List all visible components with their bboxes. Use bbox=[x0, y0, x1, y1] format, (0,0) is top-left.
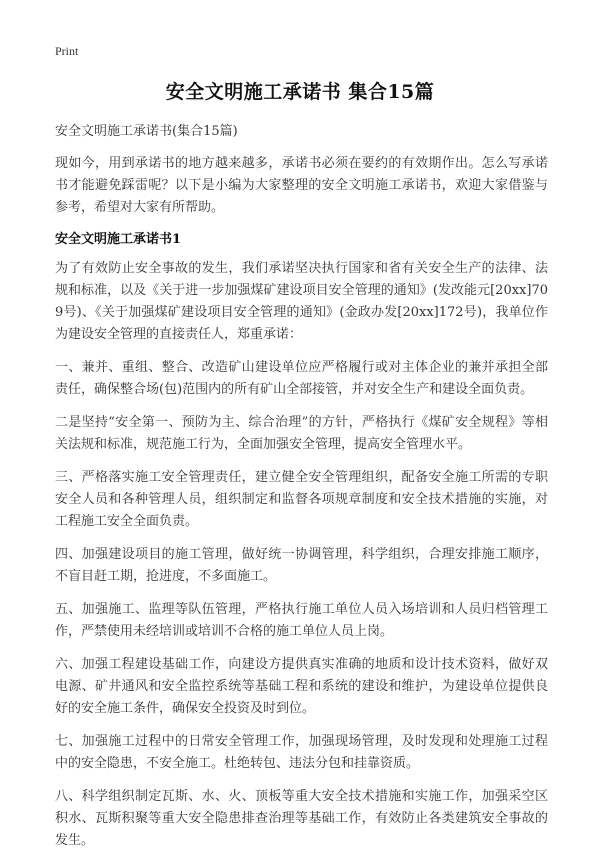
section-heading: 安全文明施工承诺书1 bbox=[55, 232, 182, 247]
paragraph: 六、加强工程建设基础工作，向建设方提供真实准确的地质和设计技术资料，做好双电源、矿井通风和安全监控系统等基础工程和系统的建设和维护，为建设单位提供良好的安全施工条件，确保安全投资及时到位。 bbox=[55, 657, 548, 716]
document-body bbox=[55, 122, 548, 863]
paragraph: 为了有效防止安全事故的发生，我们承诺坚决执行国家和省有关安全生产的法律、法规和标准，以及《关于进一步加强煤矿建设项目安全管理的通知》(发改能元[20xx]709号)、《关于加强煤矿建设项目安全管理的通知》(金政办发[20xx]172号)，我单位作为建设安全管理的直接责任人，郑重承诺： bbox=[55, 261, 548, 342]
paragraph: 四、加强建设项目的施工管理，做好统一协调管理，科学组织，合理安排施工顺序，不盲目赶工期，抢进度，不多面施工。 bbox=[55, 547, 548, 584]
paragraph: 八、科学组织制定瓦斯、水、火、顶板等重大安全技术措施和实施工作，加强采空区积水、瓦斯积聚等重大安全隐患排查治理等基础工作，有效防止各类建筑安全事故的发生。 bbox=[55, 789, 548, 848]
intro-paragraph: 现如今，用到承诺书的地方越来越多，承诺书必须在要约的有效期作出。怎么写承诺书才能避免踩雷呢？以下是小编为大家整理的安全文明施工承诺书，欢迎大家借鉴与参考，希望对大家有所帮助。 bbox=[55, 156, 548, 215]
document-title: 安全文明施工承诺书 集合15篇 bbox=[165, 81, 435, 103]
paragraph: 二是坚持“安全第一、预防为主、综合治理”的方针，严格执行《煤矿安全规程》等相关法规和标准，规范施工行为，全面加强安全管理，提高安全管理水平。 bbox=[55, 415, 548, 452]
paragraph: 五、加强施工、监理等队伍管理，严格执行施工单位人员入场培训和人员归档管理工作，严禁使用未经培训或培训不合格的施工单位人员上岗。 bbox=[55, 602, 548, 639]
paragraph: 三、严格落实施工安全管理责任，建立健全安全管理组织，配备安全施工所需的专职安全人员和各种管理人员，组织制定和监督各项规章制度和安全技术措施的实施，对工程施工安全全面负责。 bbox=[55, 470, 548, 529]
paragraph: 七、加强施工过程中的日常安全管理工作，加强现场管理，及时发现和处理施工过程中的安全隐患，不安全施工。杜绝转包、违法分包和挂靠资质。 bbox=[55, 734, 548, 771]
document-subtitle: 安全文明施工承诺书(集合15篇) bbox=[55, 124, 238, 139]
paragraph: 一、兼并、重组、整合、改造矿山建设单位应严格履行或对主体企业的兼并承担全部责任，确保整合场(包)范围内的所有矿山全部接管，并对安全生产和建设全面负责。 bbox=[55, 360, 548, 397]
print-label: Print bbox=[55, 44, 79, 58]
